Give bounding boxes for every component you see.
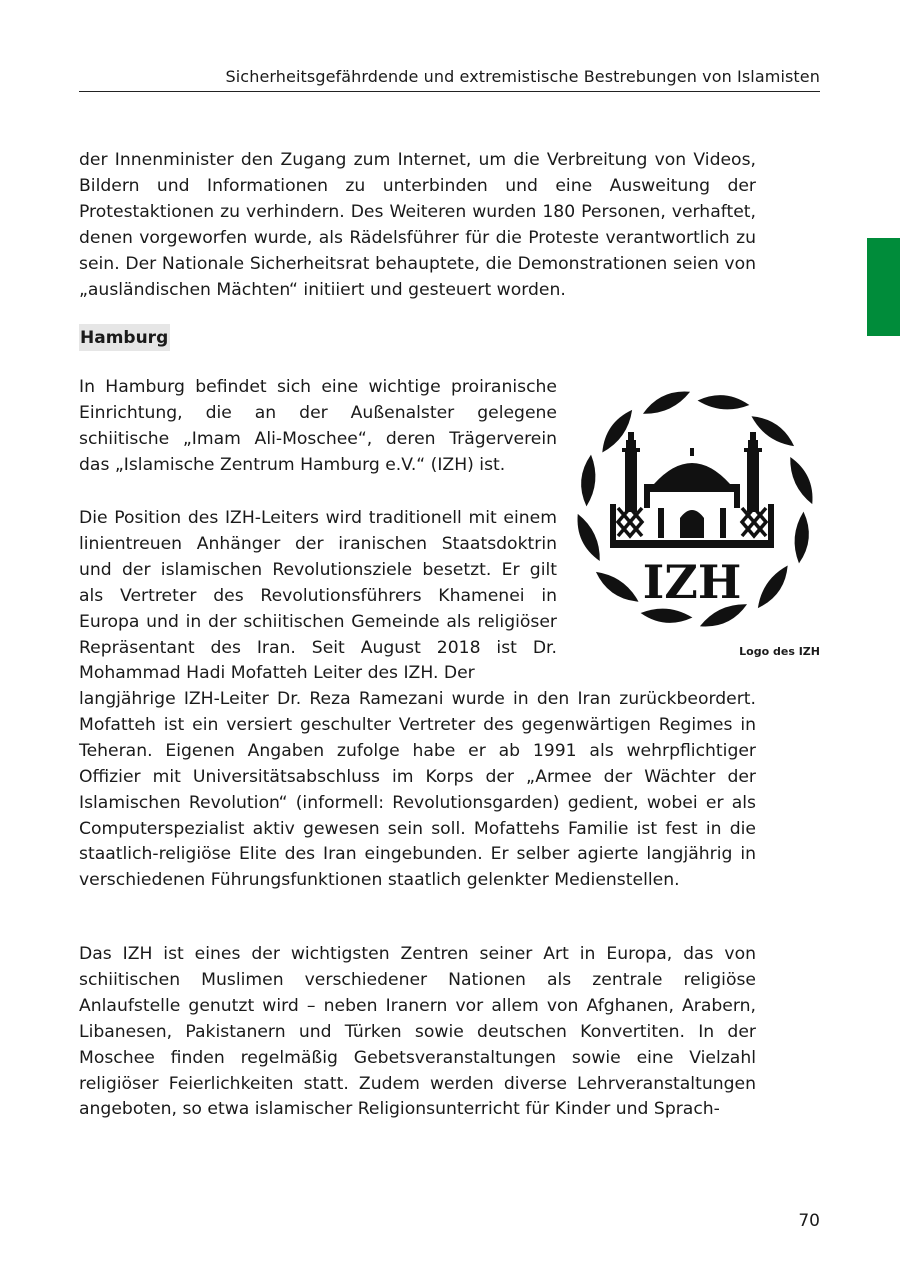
section-tab-marker (867, 238, 900, 336)
logo-leaf (579, 454, 597, 507)
page-number: 70 (798, 1211, 820, 1231)
logo-izh-text: IZH (642, 555, 742, 609)
logo-leaf (592, 567, 643, 608)
paragraph-hamburg-intro: In Hamburg befindet sich eine wichtige proiranische Einrichtung, die an der Außenalster gelegene schiitische „Imam Ali-Moschee“, deren Trägerverein das „Islamische Zentrum Hamburg e.V.“ (IZH) ist. (79, 377, 557, 475)
paragraph-izh-leader-continued: langjährige IZH-Leiter Dr. Reza Ramezani wurde in den Iran zurückbeordert. Mofatteh ist ein versiert geschulter Vertreter des gegenwärtigen Regimes in Teheran. Eigenen Angaben zufolge habe er ab 1991 als wehrpflichtiger Offizier mit Universitätsabschluss im Korps der „Armee der Wächter der Islamischen Revolution“ (informell: Revolutionsgarden) gedient, wobei er als Computerspezialist aktiv gewesen sein soll. Mofattehs Familie ist fest in die staatlich-religiöse Elite des Iran eingebunden. Er selber agierte langjährig in verschiedenen Führungsfunktionen staatlich gelenkter Medienstellen. (79, 689, 756, 891)
header-rule (79, 91, 820, 92)
running-header: Sicherheitsgefährdende und extremistische Bestrebungen von Islamisten (225, 67, 820, 86)
logo-leaf (784, 454, 819, 507)
logo-mosque (610, 432, 774, 548)
logo-leaf (753, 562, 794, 613)
logo-leaf (640, 607, 693, 625)
logo-leaf (571, 511, 606, 564)
paragraph-intro: der Innenminister den Zugang zum Internet, um die Verbreitung von Videos, Bildern und Informationen zu unterbinden und eine Ausweitung der Protestaktionen zu verhindern. Des Weiteren wurden 180 Personen, verhaftet, denen vorgeworfen wurde, als Rädelsführer für die Proteste verantwortlich zu sein. Der Nationale Sicherheitsrat behauptete, die Demonstrationen seien von „ausländischen Mächten“ initiiert und gesteuert worden. (79, 150, 756, 300)
paragraph-izh-leader: Die Position des IZH-Leiters wird traditionell mit einem linientreuen Anhänger der iranischen Staatsdoktrin und der islamischen Revolutionsziele besetzt. Er gilt als Vertreter des Revolutionsführers Khamenei in Europa und in der schiitischen Gemeinde als religiöser Repräsentant des Iran. Seit August 2018 ist Dr. Mohammad Hadi Mofatteh Leiter des IZH. Der (79, 508, 557, 684)
figure-caption: Logo des IZH (739, 645, 820, 658)
logo-leaf (640, 385, 693, 420)
logo-leaf (793, 511, 811, 564)
paragraph-izh-center: Das IZH ist eines der wichtigsten Zentren seiner Art in Europa, das von schiitischen Muslimen verschiedener Nationen als zentrale religiöse Anlaufstelle genutzt wird – neben Iranern vor allem von Afghanen, Arabern, Libanesen, Pakistanern und Türken sowie deutschen Konvertiten. In der Moschee finden regelmäßig Gebetsveranstaltungen sowie eine Vielzahl religiöser Feierlichkeiten statt. Zudem werden diverse Lehrveranstaltungen angeboten, so etwa islamischer Religionsunterricht für Kinder und Sprach- (79, 944, 756, 1120)
section-heading-hamburg: Hamburg (79, 324, 170, 351)
izh-logo (566, 380, 824, 638)
logo-leaf (697, 393, 750, 411)
